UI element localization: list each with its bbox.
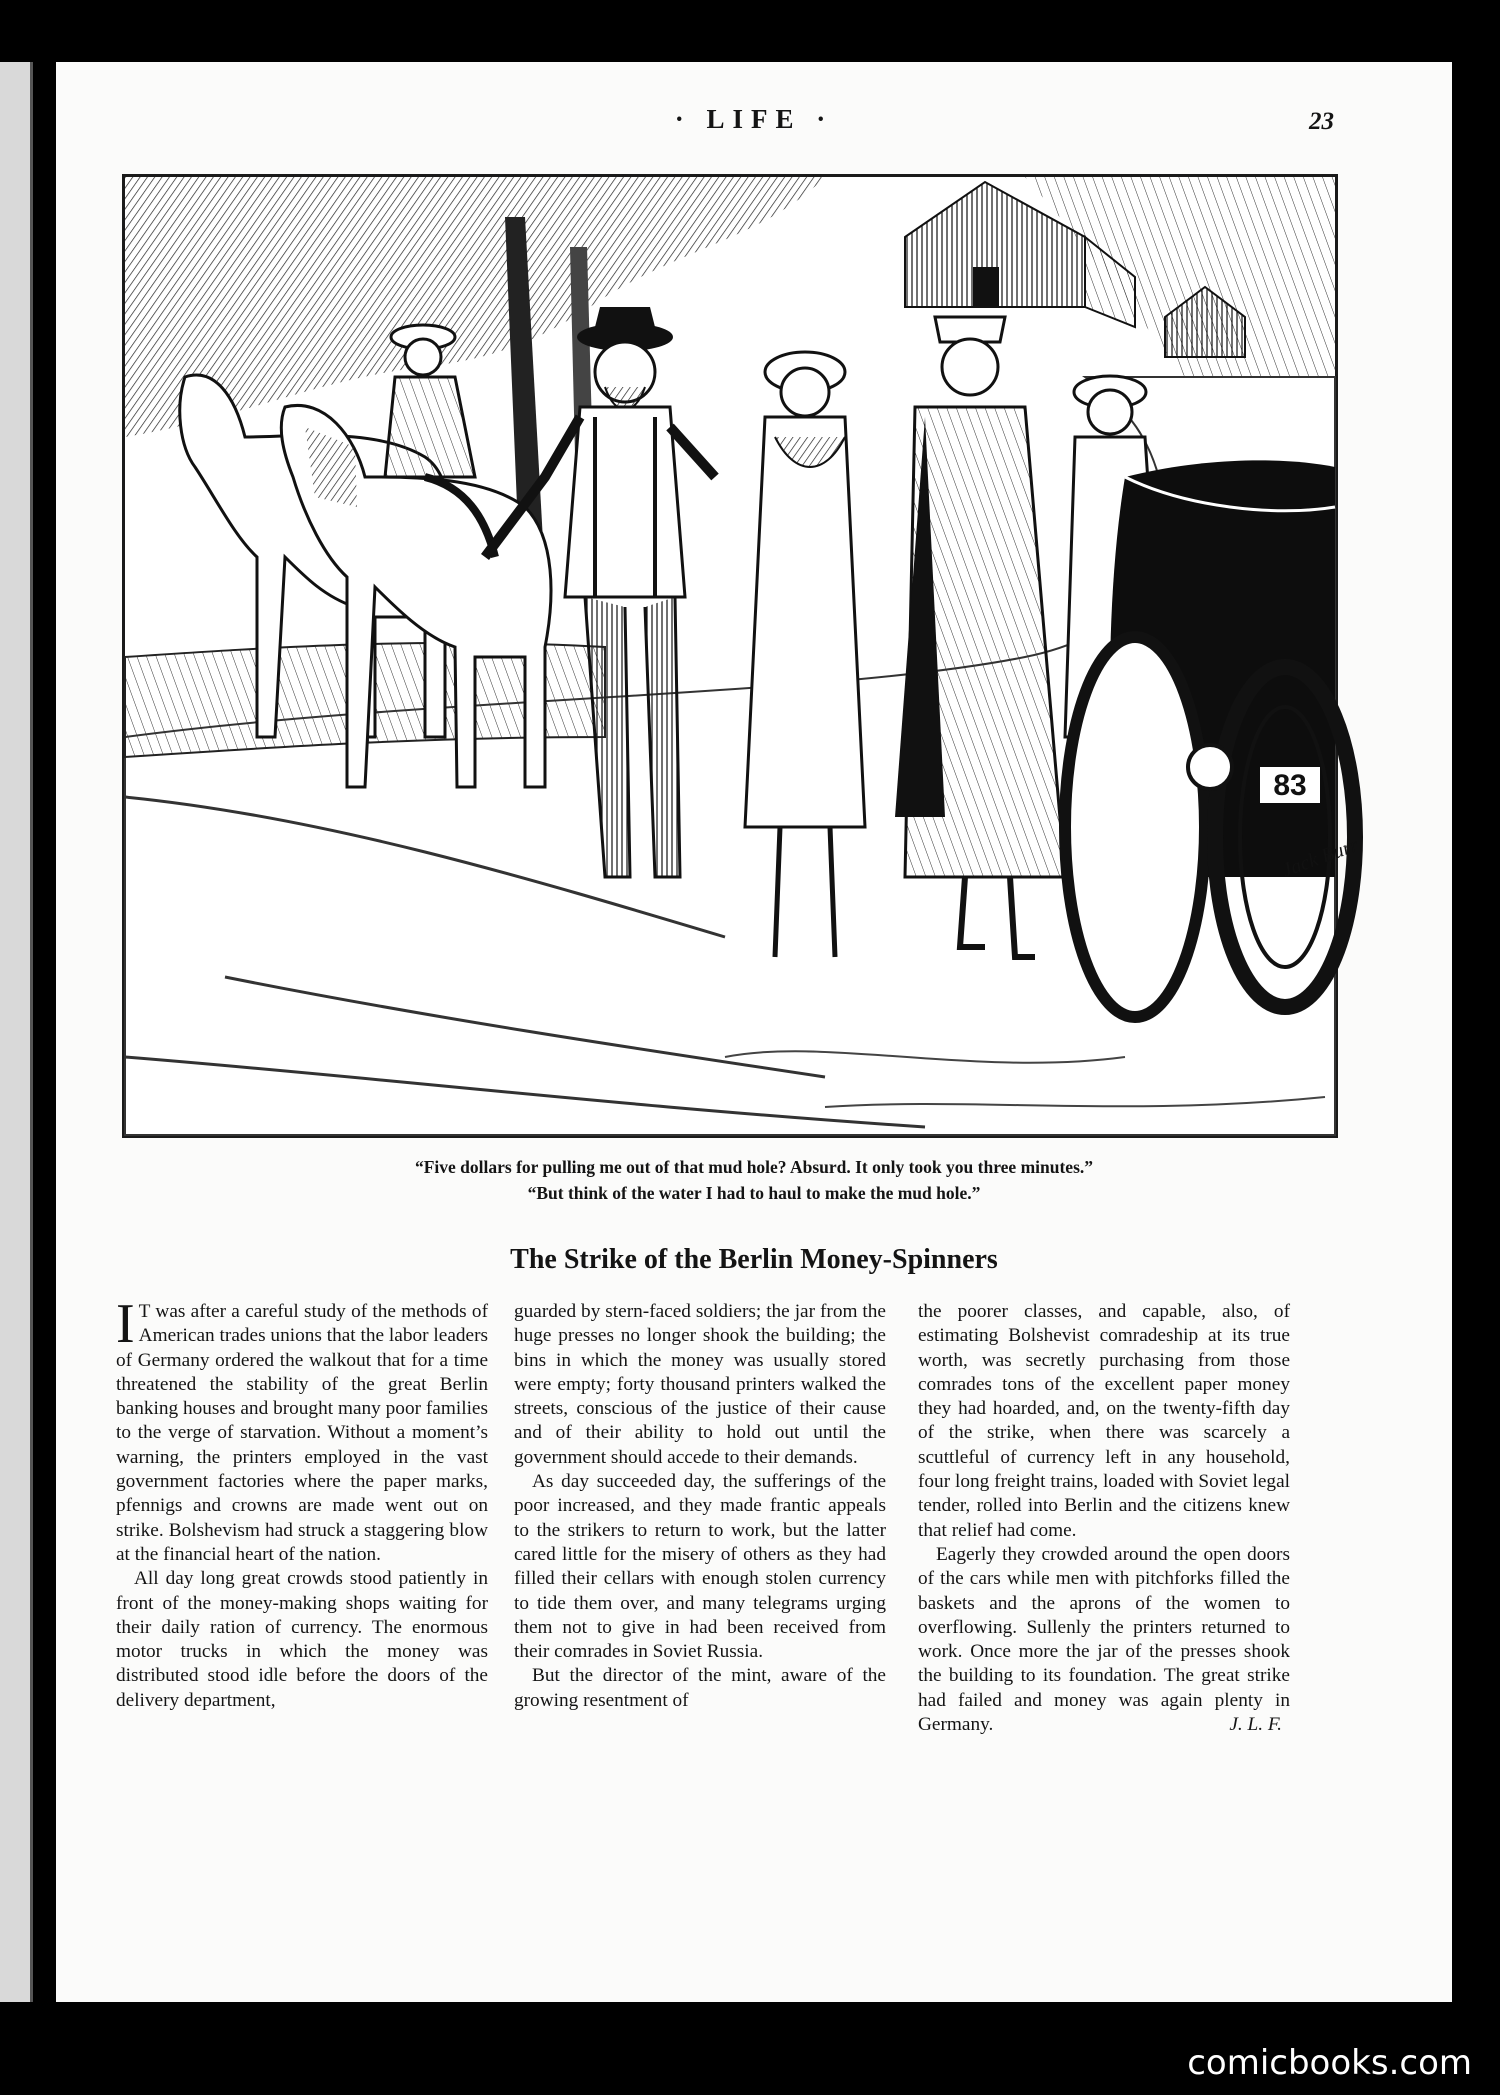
article-column-3	[918, 1300, 1290, 1737]
cartoon-illustration	[122, 174, 1362, 1138]
running-head: · LIFE ·	[674, 104, 834, 134]
article-paragraph	[116, 1293, 488, 1567]
artist-signature: Jack Burr	[1279, 833, 1362, 882]
paragraph-text: T was after a careful study of the methods of American trades unions that the labor leaders of Germany ordered the walkout that for a time threatened the stability of the great Berlin banking houses and brought many poor families to the verge of starvation. Without a moment’s warning, the printers employed in the vast government factories where the paper marks, pfennigs and crowns are made went out on strike. Bolshevism had struck a staggering blow at the financial heart of the nation.	[116, 1301, 488, 1565]
caption-line-2: “But think of the water I had to haul to make the mud hole.”	[527, 1183, 981, 1203]
adjacent-page-edge	[0, 62, 33, 2002]
article-paragraph: guarded by stern-faced soldiers; the jar from the huge presses no longer shook the building; the bins in which the money was usually stored were empty; forty thousand printers walked the streets, conscious of the justice of their cause and of their ability to hold out until the government should accede to their demands.	[514, 1301, 886, 1468]
article-paragraph: All day long great crowds stood patiently in front of the money-making shops waiting for their daily ration of currency. The enormous motor trucks in which the money was distributed stood idle before the doors of the delivery department,	[116, 1568, 488, 1711]
page-number: 23	[1309, 108, 1334, 135]
article-column-1	[116, 1293, 488, 1713]
article-column-2	[514, 1300, 886, 1713]
watermark: comicbooks.com	[1187, 2043, 1472, 2083]
cartoon-drawing	[125, 177, 1362, 1135]
article-paragraph: But the director of the mint, aware of the growing resentment of	[514, 1665, 886, 1711]
article-paragraph	[918, 1543, 1290, 1737]
magazine-page	[56, 62, 1452, 2002]
plate-number: 83	[1273, 769, 1307, 802]
drop-cap: I	[116, 1293, 135, 1355]
cartoon-caption	[56, 1154, 1452, 1206]
article-paragraph: the poorer classes, and capable, also, of estimating Bolshevist comradeship at its true worth, was secretly purchasing from those comrades tons of the excellent paper money they had hoarded, and, on the twenty-fifth day of the strike, when there was scarcely a scuttleful of currency left in any household, four long freight trains, loaded with Soviet legal tender, rolled into Berlin and the citizens knew that relief had come.	[918, 1301, 1290, 1541]
caption-line-1: “Five dollars for pulling me out of that mud hole? Absurd. It only took you three minutes.”	[414, 1157, 1094, 1177]
paragraph-text: Eagerly they crowded around the open doors of the cars while men with pitchforks filled the baskets and the aprons of the women to overflowing. Sullenly the printers returned to work. Once more the jar of the presses shook the building to its foundation. The great strike had failed and money was again plenty in Germany.	[918, 1543, 1290, 1736]
article-paragraph: As day succeeded day, the sufferings of the poor increased, and they made frantic appeals to the strikers to return to work, but the latter cared little for the misery of others as they had filled their cellars with enough stolen currency to tide them over, and many telegrams urging them not to give in had been received from their comrades in Soviet Russia.	[514, 1471, 886, 1663]
author-signature: J. L. F.	[1229, 1714, 1282, 1736]
article-title: The Strike of the Berlin Money-Spinners	[510, 1244, 998, 1275]
